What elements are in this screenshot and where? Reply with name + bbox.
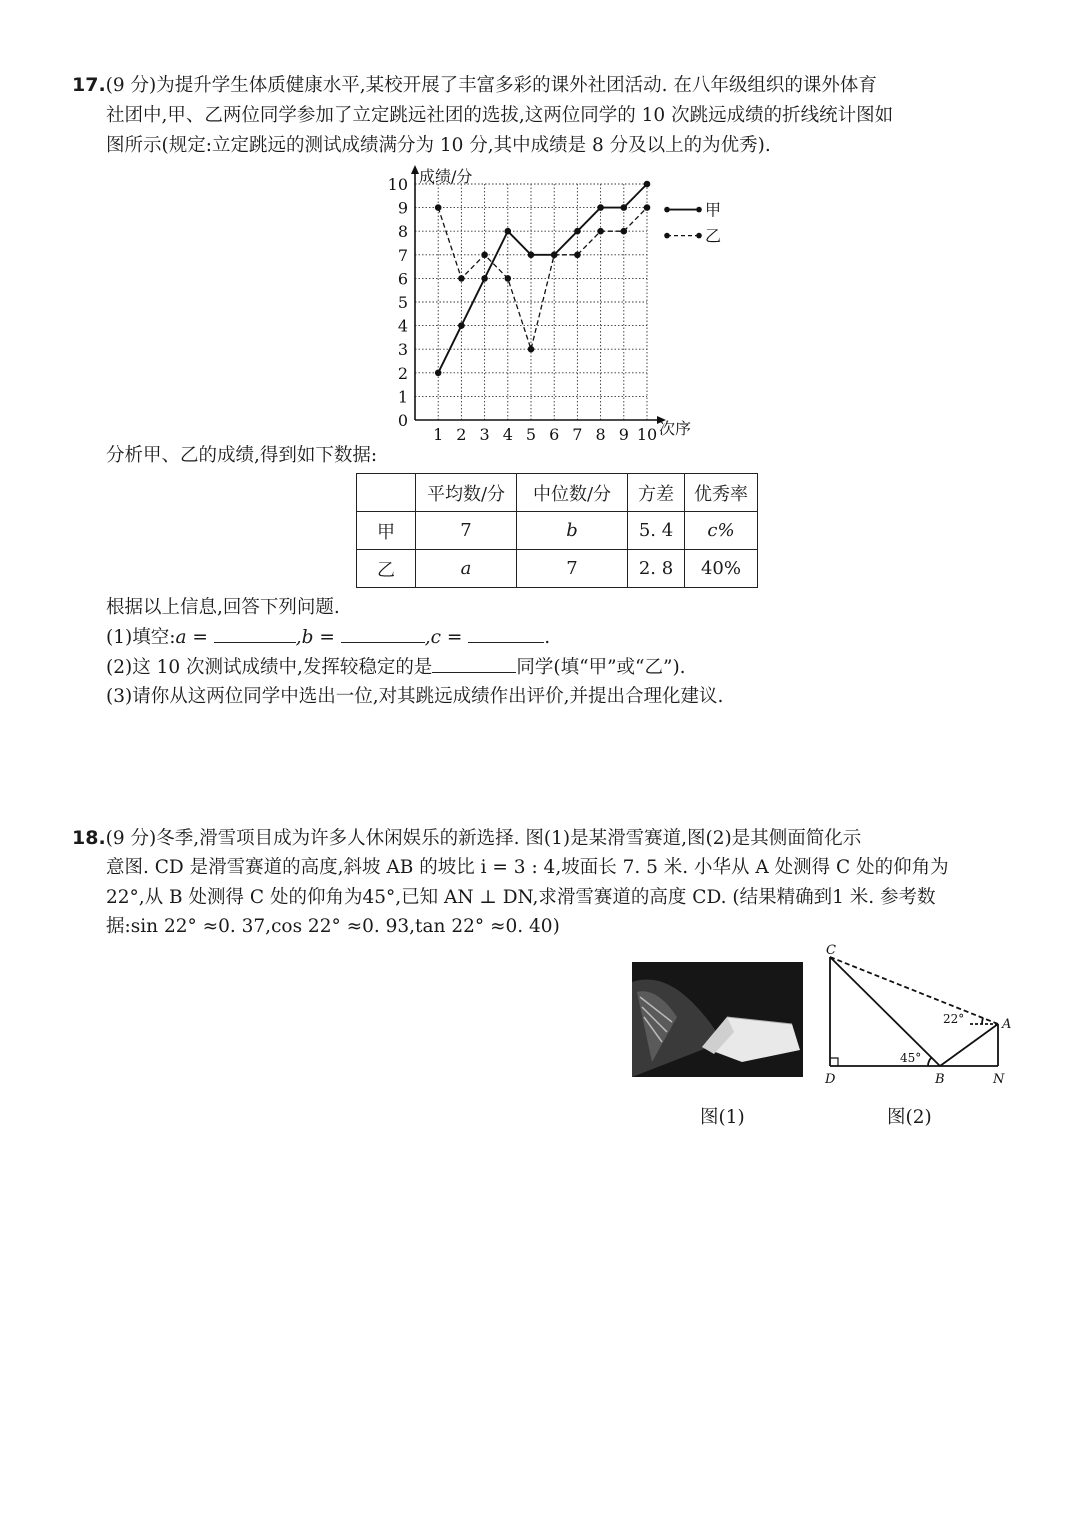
table-cell: 7: [416, 512, 517, 550]
data-point: [481, 275, 488, 282]
sub2-text-before: (2)这 10 次测试成绩中,发挥较稳定的是: [106, 657, 433, 678]
y-tick-label: 7: [397, 245, 408, 265]
label-C: C: [826, 943, 836, 958]
legend-marker: [664, 233, 670, 239]
data-point: [597, 204, 604, 211]
data-point: [505, 228, 512, 235]
x-tick-label: 5: [525, 425, 537, 442]
right-angle-D: [830, 1058, 838, 1066]
q17-sub1: [106, 626, 550, 650]
y-tick-label: 10: [387, 175, 408, 194]
y-tick-label: 9: [397, 198, 408, 218]
data-point: [528, 252, 535, 259]
y-tick-label: 5: [397, 293, 408, 312]
table-row: [357, 512, 758, 550]
legend-marker: [696, 207, 702, 213]
q18-line-3: 22°,从 B 处测得 C 处的仰角为45°,已知 AN ⊥ DN,求滑雪赛道的高度 CD. (结果精确到1 米. 参考数: [106, 887, 936, 908]
data-point: [621, 228, 628, 235]
line-CA-dashed: [830, 957, 998, 1024]
label-B: B: [935, 1072, 945, 1087]
table-cell: a: [416, 550, 517, 588]
table-cell: b: [517, 512, 628, 550]
sub1-prefix: (1)填空:: [106, 627, 176, 648]
data-point: [574, 252, 581, 259]
table-cell: 7: [517, 550, 628, 588]
table-cell: 5. 4: [628, 512, 685, 550]
q17-text-1: (9 分)为提升学生体质健康水平,某校开展了丰富多彩的课外社团活动. 在八年级组织的课外体育: [105, 75, 877, 96]
y-tick-label: 3: [397, 340, 408, 360]
y-tick-label: 8: [397, 222, 408, 242]
x-tick-label: 7: [572, 425, 583, 442]
table-header-cell: 平均数/分: [416, 474, 517, 512]
sub2-text-after: 同学(填“甲”或“乙”).: [516, 657, 686, 678]
sub1-a-label: a =: [175, 627, 208, 648]
stats-table: [356, 473, 758, 588]
chart-legend: [664, 201, 721, 246]
data-point: [458, 275, 465, 282]
table-cell: 40%: [685, 550, 758, 588]
answer-blank-c[interactable]: [468, 626, 544, 643]
data-point: [574, 228, 581, 235]
y-tick-label: 2: [397, 363, 408, 383]
legend-marker: [696, 233, 702, 239]
x-tick-label: 3: [479, 425, 490, 442]
table-header-cell: 优秀率: [685, 474, 758, 512]
data-point: [435, 204, 442, 211]
x-tick-label: 6: [549, 425, 560, 442]
legend-label: 甲: [705, 200, 722, 220]
label-N: N: [993, 1072, 1005, 1087]
data-point: [458, 322, 465, 329]
q17-line-2: 社团中,甲、乙两位同学参加了立定跳远社团的选拔,这两位同学的 10 次跳远成绩的折线统计图如: [106, 105, 894, 126]
data-point: [621, 204, 628, 211]
x-tick-label: 1: [433, 425, 444, 442]
data-point: [481, 252, 488, 259]
legend-marker: [664, 207, 670, 213]
data-point: [435, 370, 442, 377]
angle-22-arc: [982, 1018, 983, 1024]
q17-line-1: [72, 73, 877, 98]
label-D: D: [825, 1072, 836, 1087]
label-angle-22: 22°: [943, 1012, 965, 1026]
q17-sub2: [106, 656, 686, 680]
angle-45-arc: [928, 1058, 932, 1067]
y-tick-label: 1: [397, 387, 408, 407]
table-header-row: [357, 474, 758, 512]
q17-sub3: (3)请你从这两位同学中选出一位,对其跳远成绩作出评价,并提出合理化建议.: [106, 686, 724, 707]
q17-answer-intro: 根据以上信息,回答下列问题.: [106, 597, 340, 618]
answer-blank-b[interactable]: [341, 626, 425, 643]
q17-number: 17.: [72, 74, 106, 96]
x-tick-label: 4: [502, 425, 513, 442]
label-A: A: [1002, 1017, 1012, 1032]
answer-blank-a[interactable]: [214, 626, 296, 643]
table-header-cell: 方差: [628, 474, 685, 512]
line-BA: [940, 1024, 998, 1066]
x-tick-label: 9: [618, 425, 629, 442]
x-tick-label: 10: [636, 425, 658, 442]
sub1-c-label: ,c =: [424, 627, 463, 648]
q17-analysis-intro: 分析甲、乙的成绩,得到如下数据:: [106, 445, 378, 466]
x-axis-title: 次序: [659, 419, 692, 438]
q18-line-4: 据:sin 22° ≈0. 37,cos 22° ≈0. 93,tan 22° ≈0. 40): [106, 916, 560, 937]
fig1-caption: 图(1): [700, 1107, 745, 1128]
data-point: [505, 275, 512, 282]
q18-number: 18.: [72, 827, 106, 849]
x-tick-label: 2: [456, 425, 467, 442]
y-axis-arrow: [411, 165, 419, 174]
data-point: [644, 204, 651, 211]
ski-track-photo: [632, 962, 803, 1077]
data-point: [644, 181, 651, 188]
table-header-cell: 中位数/分: [517, 474, 628, 512]
x-tick-label: 8: [595, 425, 606, 442]
line-chart: [380, 152, 730, 442]
y-tick-label: 4: [397, 316, 408, 336]
data-point: [528, 346, 535, 353]
data-point: [551, 252, 558, 259]
table-cell: c%: [685, 512, 758, 550]
q18-line-2: 意图. CD 是滑雪赛道的高度,斜坡 AB 的坡比 i = 3 : 4,坡面长 7. 5 米. 小华从 A 处测得 C 处的仰角为: [106, 857, 949, 878]
y-axis-title: 成绩/分: [419, 167, 473, 186]
legend-label: 乙: [705, 226, 722, 246]
sub1-end: .: [544, 627, 551, 648]
y-tick-label: 6: [397, 269, 408, 289]
slope-diagram: [820, 942, 1020, 1092]
chart-grid: [415, 184, 647, 420]
answer-blank-stable[interactable]: [432, 656, 516, 673]
table-header-cell: [357, 474, 416, 512]
fig2-caption: 图(2): [887, 1107, 932, 1128]
chart-series: [435, 181, 650, 376]
q18-line-1: [72, 826, 861, 851]
q17-line-3: 图所示(规定:立定跳远的测试成绩满分为 10 分,其中成绩是 8 分及以上的为优秀).: [106, 135, 771, 156]
data-point: [597, 228, 604, 235]
table-cell: 2. 8: [628, 550, 685, 588]
table-cell: 甲: [357, 512, 416, 550]
q18-text-1: (9 分)冬季,滑雪项目成为许多人休闲娱乐的新选择. 图(1)是某滑雪赛道,图(2)是其侧面简化示: [105, 828, 862, 849]
label-angle-45: 45°: [900, 1051, 922, 1065]
table-cell: 乙: [357, 550, 416, 588]
sub1-b-label: ,b =: [295, 627, 335, 648]
y-tick-label: 0: [397, 411, 408, 430]
table-row: [357, 550, 758, 588]
line-CB: [830, 957, 940, 1066]
